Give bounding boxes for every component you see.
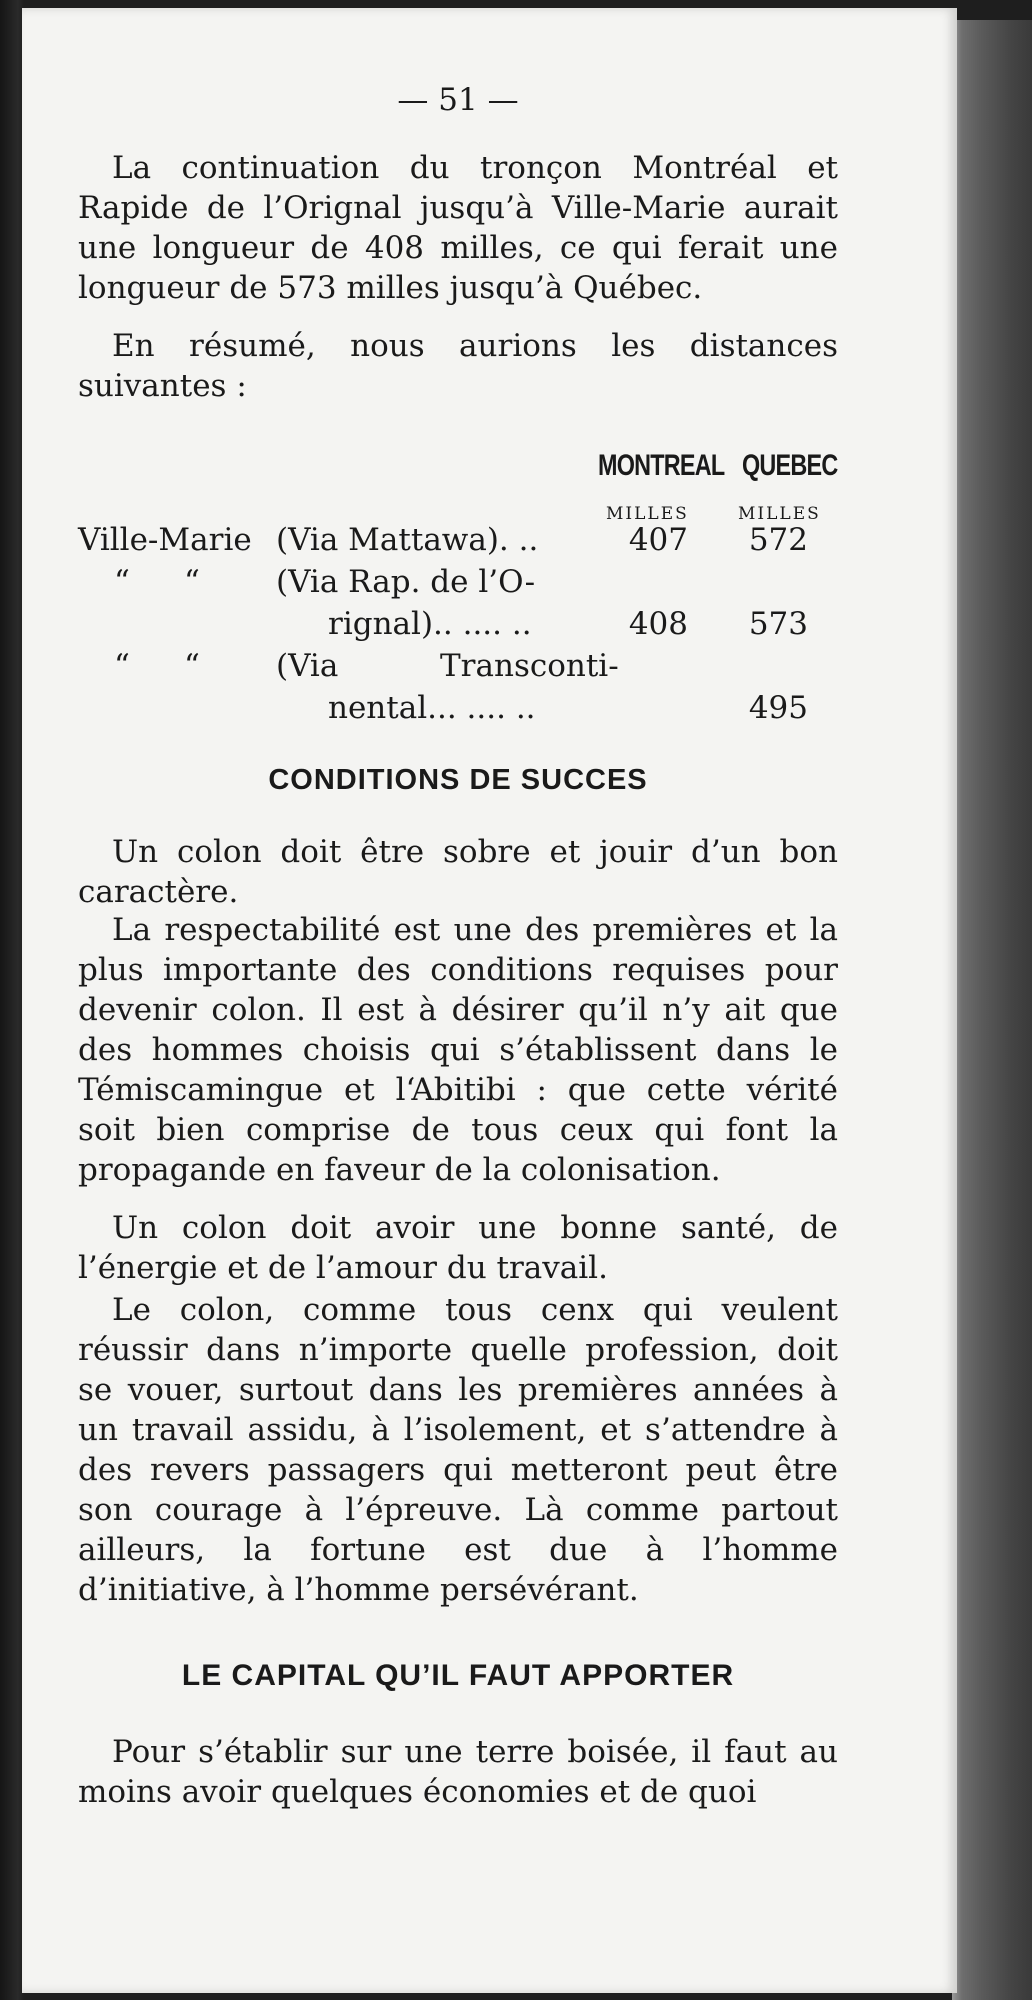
ditto-mark: “ bbox=[184, 564, 200, 600]
book-page bbox=[22, 8, 957, 1993]
row-route-continued: rignal).. .... .. bbox=[328, 606, 532, 642]
section-title-conditions: CONDITIONS DE SUCCES bbox=[268, 764, 648, 796]
row-montreal-miles: 407 bbox=[628, 522, 688, 558]
ditto-mark: “ bbox=[114, 564, 130, 600]
paragraph-conditions-3: Un colon doit avoir une bonne santé, de l’énergie et de l’amour du travail. bbox=[78, 1210, 838, 1286]
page-number: — 51 — bbox=[397, 82, 519, 118]
paragraph-conditions-4: Le colon, comme tous cenx qui veulent réussir dans n’importe quelle profession, doit se vouer, surtout dans les premières années à un travail assidu, à l’isolement, et s’attendre à des revers passagers qui metteront peut être son courage à l’épreuve. Là comme partout ailleurs, la fortune est due à l’homme d’initiative, à l’homme persévérant. bbox=[78, 1292, 838, 1608]
row-quebec-miles: 572 bbox=[748, 522, 808, 558]
table-row bbox=[78, 562, 838, 602]
book-edge bbox=[952, 20, 1032, 2000]
table-row bbox=[78, 604, 838, 644]
table-row bbox=[78, 688, 838, 728]
row-quebec-miles: 495 bbox=[748, 690, 808, 726]
table-row bbox=[78, 520, 838, 560]
row-route: Transconti- bbox=[440, 648, 619, 684]
section-title-capital: LE CAPITAL QU’IL FAUT APPORTER bbox=[181, 1659, 735, 1692]
ditto-mark: “ bbox=[114, 648, 130, 684]
row-montreal-miles: 408 bbox=[628, 606, 688, 642]
paragraph-capital-1: Pour s’établir sur une terre boisée, il faut au moins avoir quelques économies et de quoi bbox=[78, 1734, 838, 1810]
ditto-mark: “ bbox=[184, 648, 200, 684]
table-row bbox=[78, 646, 838, 686]
paragraph-continuation: La continuation du tronçon Montréal et Rapide de l’Orignal jusqu’à Ville-Marie aurait une longueur de 408 milles, ce qui ferait une longueur de 573 milles jusqu’à Québec. bbox=[78, 150, 838, 306]
row-quebec-miles: 573 bbox=[748, 606, 808, 642]
column-unit-montreal: MILLES bbox=[606, 504, 689, 524]
row-route-continued: nental... .... .. bbox=[328, 690, 536, 726]
row-route: (Via Rap. de l’O- bbox=[276, 564, 536, 600]
paragraph-conditions-1: Un colon doit être sobre et jouir d’un bon caractère. bbox=[78, 834, 838, 910]
row-route: (Via Mattawa). .. bbox=[276, 522, 539, 558]
paragraph-conditions-2: La respectabilité est une des premières et la plus importante des conditions requises pour devenir colon. Il est à désirer qu’il n’y ait que des hommes choisis qui s’établissent dans le Témiscamingue et l‘Abitibi : que cette vérité soit bien comprise de tous ceux qui font la propagande en faveur de la colonisation. bbox=[78, 912, 838, 1188]
column-unit-quebec: MILLES bbox=[738, 504, 821, 524]
row-route: (Via bbox=[276, 648, 339, 684]
row-place: Ville-Marie bbox=[78, 522, 252, 558]
column-header-montreal: MONTREAL bbox=[598, 449, 725, 482]
paragraph-summary: En résumé, nous aurions les distances suivantes : bbox=[78, 328, 838, 404]
column-header-quebec: QUEBEC bbox=[742, 449, 838, 482]
